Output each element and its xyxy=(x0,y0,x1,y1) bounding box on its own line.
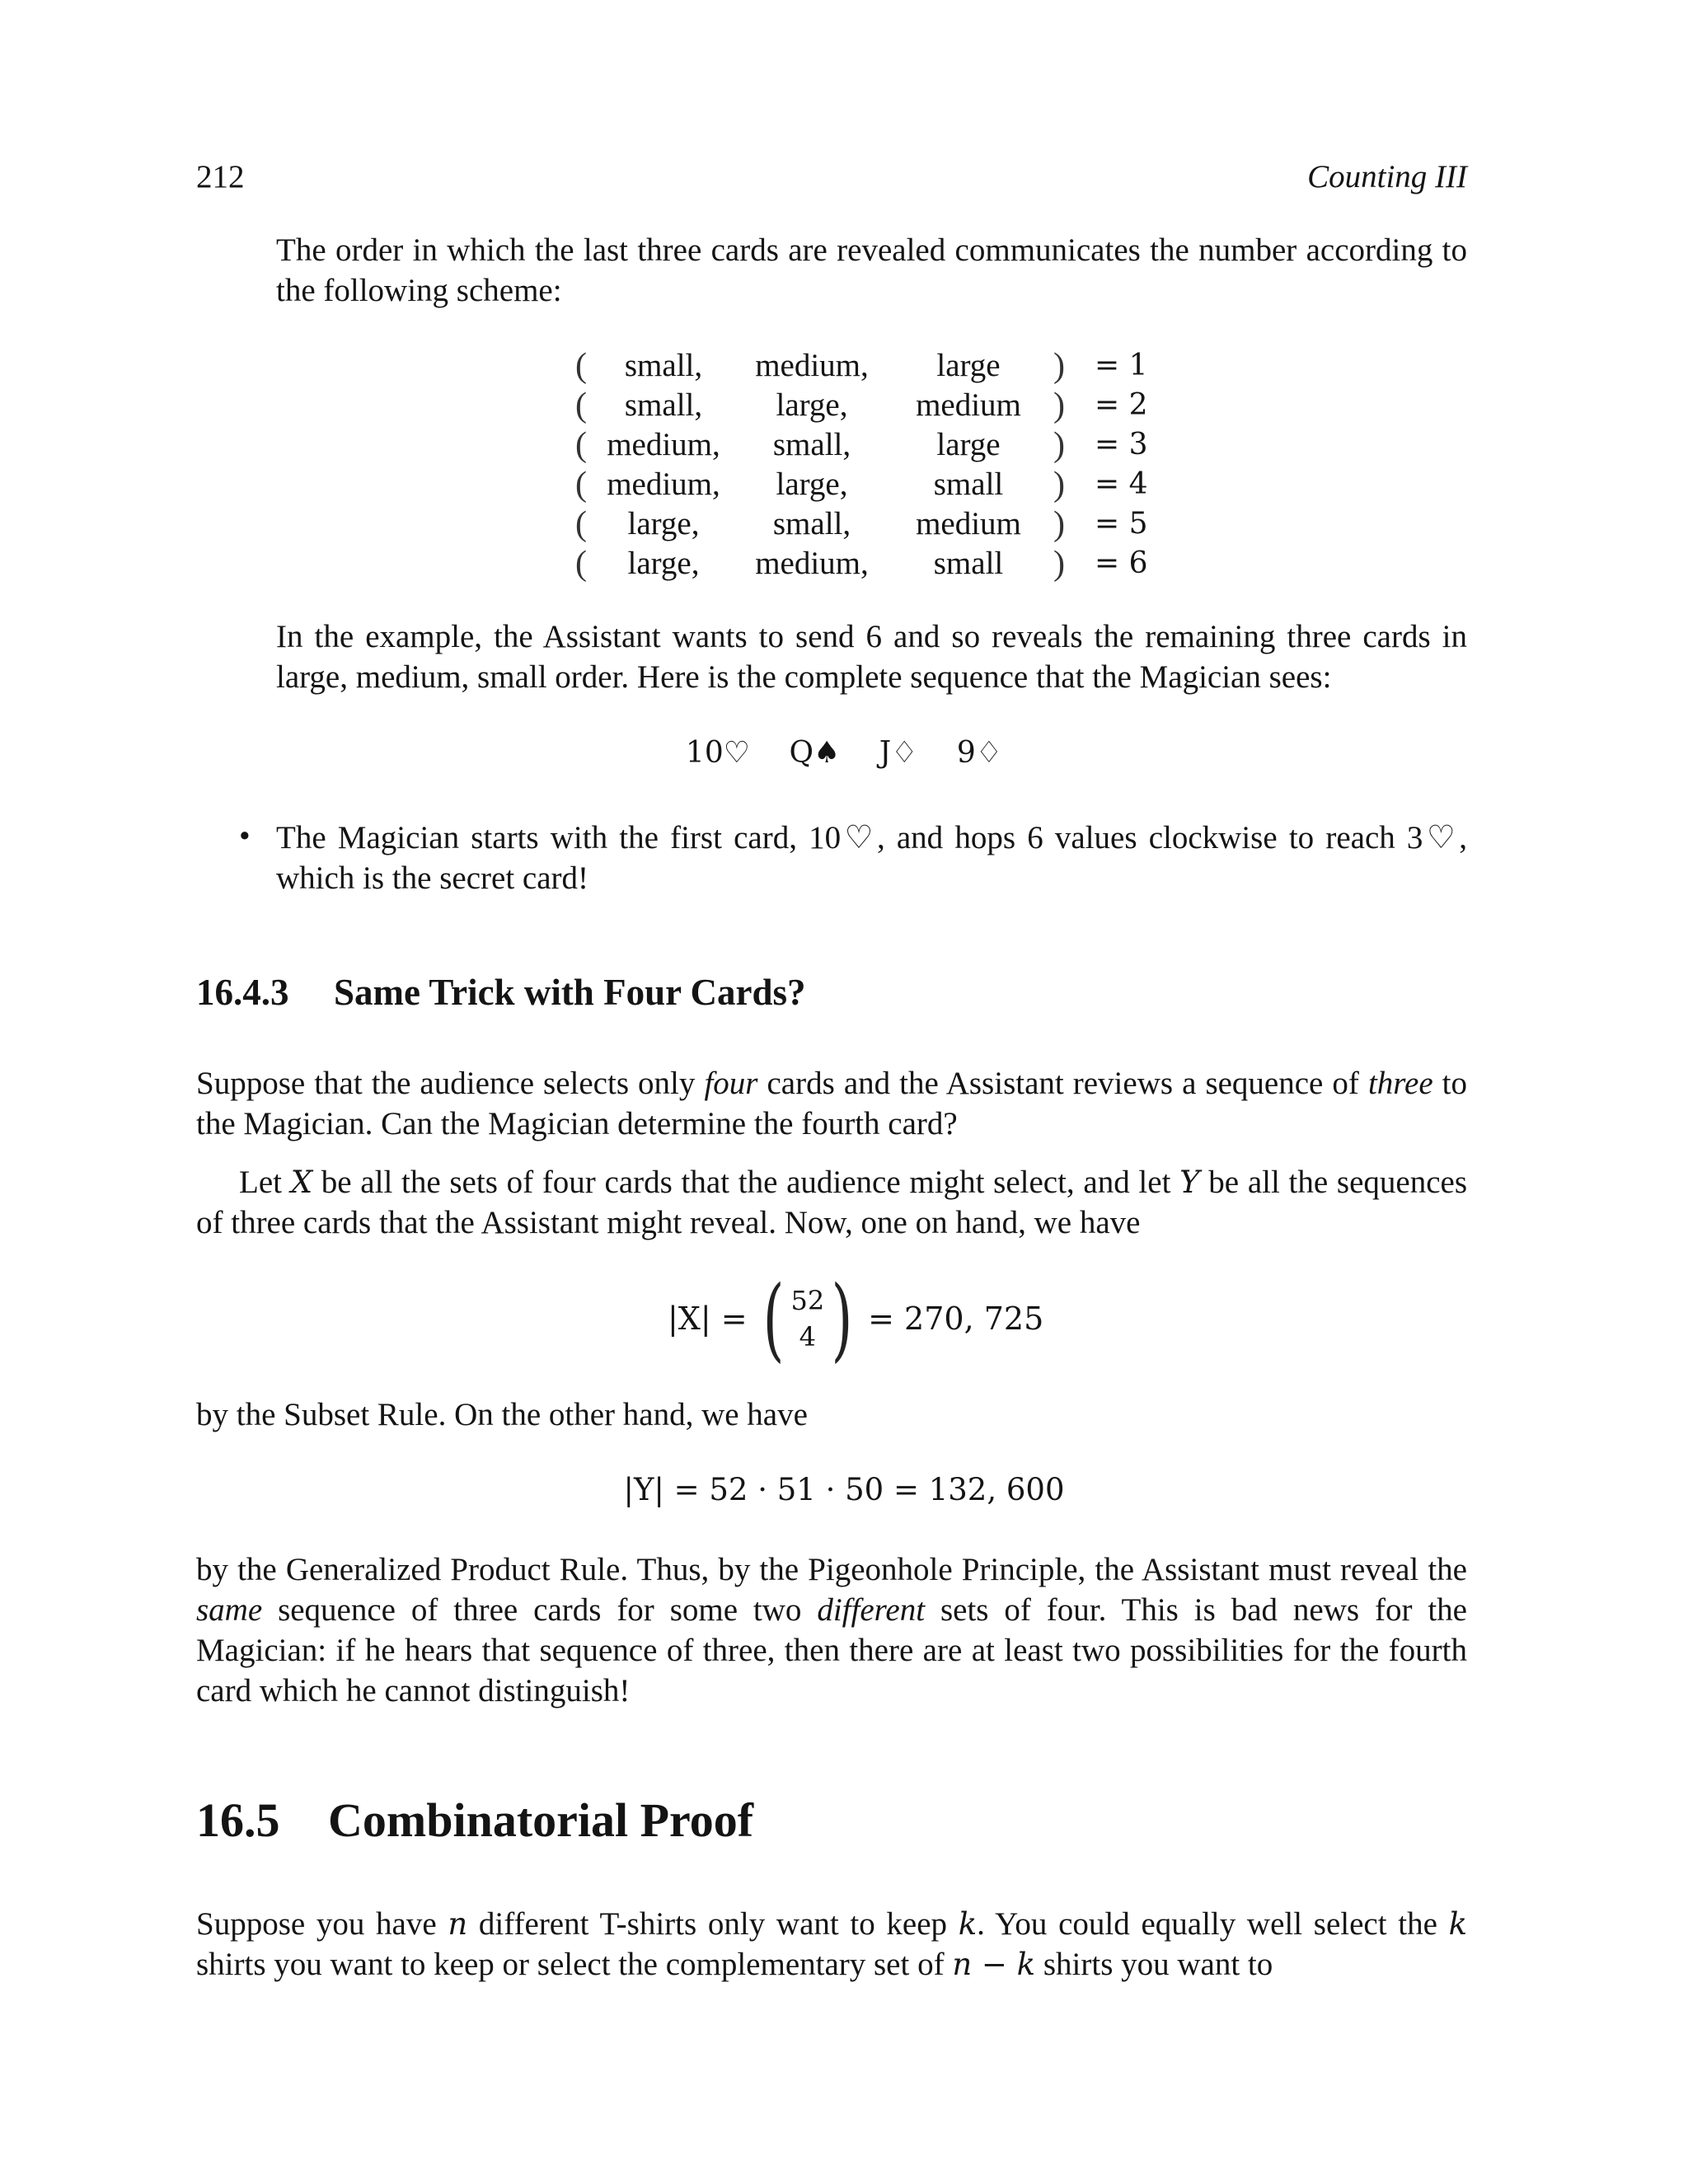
open-paren: ( xyxy=(575,387,587,424)
first-size: large, xyxy=(627,546,700,581)
first-size: medium, xyxy=(607,466,720,502)
second-size: medium, xyxy=(755,348,869,383)
card: 10♡ xyxy=(685,736,751,770)
ordering-scheme-table xyxy=(569,346,1148,583)
scheme-value: = 4 xyxy=(1095,467,1148,501)
subsection-heading xyxy=(196,971,806,1014)
close-paren: ) xyxy=(1053,466,1065,504)
open-paren: ( xyxy=(575,545,587,583)
scheme-value: = 5 xyxy=(1095,507,1148,541)
intro-paragraph: The order in which the last three cards are revealed communicates the number according to the following scheme: xyxy=(276,232,1467,308)
open-paren: ( xyxy=(575,466,587,504)
scheme-row xyxy=(569,386,1148,425)
open-paren: ( xyxy=(575,505,587,543)
scheme-row xyxy=(569,425,1148,465)
equation-product: |Y| = 52 · 51 · 50 = 132, 600 xyxy=(623,1472,1065,1507)
scheme-value: = 1 xyxy=(1095,349,1148,382)
close-paren: ) xyxy=(1053,505,1065,543)
paragraph-four-cards: Suppose that the audience selects only four cards and the Assistant reviews a sequence of three to the Magician. Can the Magician determine the fourth card? xyxy=(196,1066,1468,1141)
scheme-row xyxy=(569,544,1148,583)
card: Q♠ xyxy=(789,736,841,770)
subsection-title: Same Trick with Four Cards? xyxy=(334,972,806,1013)
third-size: small xyxy=(933,466,1004,502)
scheme-value: = 3 xyxy=(1095,428,1148,462)
card: J♢ xyxy=(879,736,918,770)
scheme-value: = 2 xyxy=(1095,388,1148,422)
second-size: large, xyxy=(776,387,848,423)
close-paren: ) xyxy=(1053,426,1065,464)
page-number: 212 xyxy=(196,159,245,194)
first-size: medium, xyxy=(607,427,720,462)
third-size: large xyxy=(936,427,1001,462)
section-title: Combinatorial Proof xyxy=(328,1793,754,1847)
bullet-paragraph: The Magician starts with the first card, 10♡, and hops 6 values clockwise to reach 3♡, which is the secret card! xyxy=(276,820,1467,896)
binomial-coefficient: ( 52 4 ) xyxy=(762,1266,853,1371)
second-size: small, xyxy=(772,427,851,462)
close-paren: ) xyxy=(1053,347,1065,385)
bullet-icon: • xyxy=(239,818,251,854)
second-size: medium, xyxy=(755,546,869,581)
third-size: small xyxy=(933,546,1004,581)
card-sequence xyxy=(0,736,1688,770)
third-size: medium xyxy=(916,506,1021,541)
first-size: large, xyxy=(627,506,700,541)
paragraph-pigeonhole: by the Generalized Product Rule. Thus, by the Pigeonhole Principle, the Assistant must reveal the same sequence of three cards for some two different sets of four. This is bad news for the Magician: if he hears that sequence of three, then there are at least two possibilities for the fourth card which he cannot distinguish! xyxy=(196,1552,1467,1708)
equation-binomial: |X| = ( 52 4 ) = 270, 725 xyxy=(668,1266,1044,1371)
scheme-value: = 6 xyxy=(1095,546,1148,580)
close-paren: ) xyxy=(1053,387,1065,424)
scheme-row xyxy=(569,504,1148,544)
first-size: small, xyxy=(624,348,703,383)
example-paragraph: In the example, the Assistant wants to send 6 and so reveals the remaining three cards in large, medium, small order. Here is the complete sequence that the Magician sees: xyxy=(276,619,1467,695)
second-size: small, xyxy=(772,506,851,541)
third-size: large xyxy=(936,348,1001,383)
paragraph-combinatorial: Suppose you have n different T-shirts only want to keep k. You could equally well select the k shirts you want to keep or select the complementary set of n − k shirts you want to xyxy=(196,1906,1467,1982)
first-size: small, xyxy=(624,387,703,423)
card: 9♢ xyxy=(956,736,1003,770)
running-header-title: Counting III xyxy=(1307,159,1467,194)
section-number: 16.5 xyxy=(196,1793,280,1847)
paragraph-sets: Let X be all the sets of four cards that the audience might select, and let Y be all the sequences of three cards that the Assistant might reveal. Now, one on hand, we have xyxy=(196,1165,1468,1240)
scheme-row xyxy=(569,465,1148,504)
open-paren: ( xyxy=(575,347,587,385)
scheme-row xyxy=(569,346,1148,386)
paragraph-subset-rule: by the Subset Rule. On the other hand, we have xyxy=(196,1397,808,1432)
third-size: medium xyxy=(916,387,1021,423)
close-paren: ) xyxy=(1053,545,1065,583)
section-heading xyxy=(196,1793,753,1848)
second-size: large, xyxy=(776,466,848,502)
open-paren: ( xyxy=(575,426,587,464)
subsection-number: 16.4.3 xyxy=(196,972,289,1013)
